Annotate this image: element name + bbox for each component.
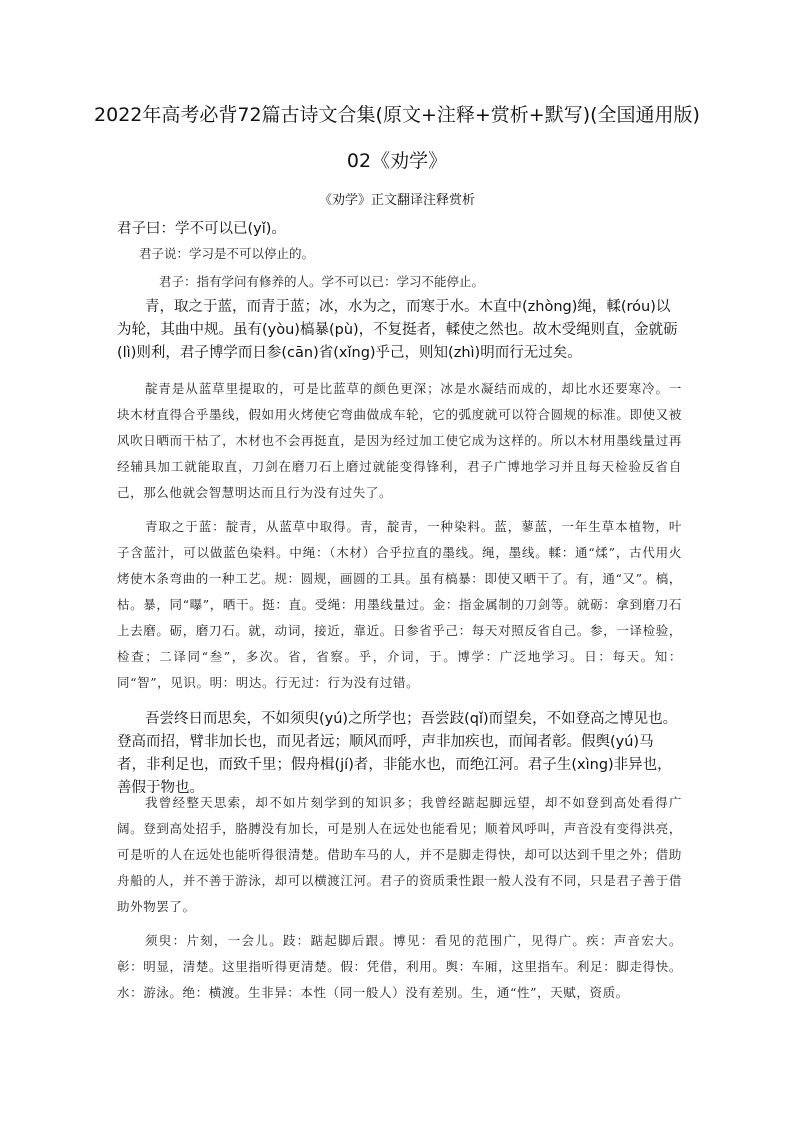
section-subtitle: 《劝学》正文翻译注释赏析: [318, 193, 475, 208]
notes-3: [117, 928, 682, 1006]
original-text-3: [117, 708, 682, 800]
translation-paragraph: 君子说：学习是不可以停止的。: [139, 246, 315, 261]
notes-paragraph: 须臾：片刻，一会儿。跂：踮起脚后跟。博见：看见的范围广，见得广。疾：声音宏大。彰：明显，清楚。这里指听得更清楚。假：凭借，利用。舆：车厢，这里指车。利足：脚走得快。水：游泳。绝：横渡。生非异：本性（同一般人）没有差别。生，通“性”，天赋，资质。: [117, 933, 682, 1000]
section-title: 02《劝学》: [346, 150, 448, 172]
notes-paragraph: 君子：指有学问有修养的人。学不可以已：学习不能停止。: [159, 274, 485, 289]
original-text-1: [117, 218, 682, 241]
notes-1: [117, 272, 682, 292]
translation-paragraph: 我曾经整天思索，却不如片刻学到的知识多；我曾经踮起脚远望，却不如登到高处看得广阔。登到高处招手，胳膊没有加长，可是别人在远处也能看见；顺着风呼叫，声音没有变得洪亮，可是听的人在远处也能听得很清楚。借助车马的人，并不是脚走得快，却可以达到千里之外；借助舟船的人，并不善于游泳，却可以横渡江河。君子的资质秉性跟一般人没有不同，只是君子善于借助外物罢了。: [117, 795, 682, 914]
original-paragraph: 吾尝终日而思矣，不如须臾(yú)之所学也；吾尝跂(qǐ)而望矣，不如登高之博见也。登高而招，臂非加长也，而见者远；顺风而呼，声非加疾也，而闻者彰。假舆(yú)马者，非利足也，而致千里；假舟楫(jí)者，非能水也，而绝江河。君子生(xìng)非异也，善假于物也。: [117, 711, 678, 796]
original-paragraph: 青，取之于蓝，而青于蓝；冰，水为之，而寒于水。木直中(zhòng)绳，輮(róu)以为轮，其曲中规。虽有(yòu)槁暴(pù)，不复挺者，輮使之然也。故木受绳则直，金就砺(lì)则利，君子博学而日参(cān)省(xǐng)乎己，则知(zhì)明而行无过矣。: [117, 299, 678, 361]
original-paragraph: 君子曰：学不可以已(yǐ)。: [117, 221, 286, 237]
notes-2: [117, 514, 682, 696]
translation-1: [117, 244, 682, 264]
original-text-2: [117, 296, 682, 365]
translation-3: [117, 790, 682, 920]
notes-paragraph: 青取之于蓝：靛青，从蓝草中取得。青，靛青，一种染料。蓝，蓼蓝，一年生草本植物，叶子含蓝汁，可以做蓝色染料。中绳：（木材）合乎拉直的墨线。绳，墨线。輮：通“煣”，古代用火烤使木条弯曲的一种工艺。规：圆规，画圆的工具。虽有槁暴：即使又晒干了。有，通“又”。槁，枯。暴，同“曝”，晒干。挺：直。受绳：用墨线量过。金：指金属制的刀剑等。就砺：拿到磨刀石上去磨。砺，磨刀石。就，动词，接近，靠近。日参省乎己：每天对照反省自己。参，一译检验，检查；二译同“叁”，多次。省，省察。乎，介词，于。博学：广泛地学习。日：每天。知：同“智”，见识。明：明达。行无过：行为没有过错。: [117, 519, 682, 690]
translation-2: [117, 376, 682, 506]
translation-paragraph: 靛青是从蓝草里提取的，可是比蓝草的颜色更深；冰是水凝结而成的，却比水还要寒冷。一块木材直得合乎墨线，假如用火烤使它弯曲做成车轮，它的弧度就可以符合圆规的标准。即使又被风吹日晒而干枯了，木材也不会再挺直，是因为经过加工使它成为这样的。所以木材用墨线量过再经辅具加工就能取直，刀剑在磨刀石上磨过就能变得锋利，君子广博地学习并且每天检验反省自己，那么他就会智慧明达而且行为没有过失了。: [117, 381, 682, 500]
document-title: 2022年高考必背72篇古诗文合集(原文+注释+赏析+默写)(全国通用版): [94, 104, 700, 126]
